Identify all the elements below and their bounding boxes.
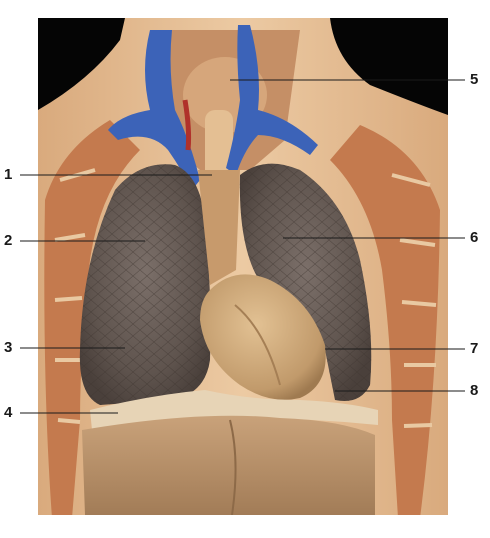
photo-bottom-edge [38, 515, 448, 518]
label-6: 6 [470, 229, 479, 246]
liver [82, 416, 375, 515]
label-2: 2 [4, 232, 13, 249]
label-3: 3 [4, 339, 13, 356]
label-5: 5 [470, 71, 479, 88]
label-7: 7 [470, 340, 479, 357]
label-4: 4 [4, 404, 13, 421]
label-8: 8 [470, 382, 479, 399]
label-1: 1 [4, 166, 13, 183]
